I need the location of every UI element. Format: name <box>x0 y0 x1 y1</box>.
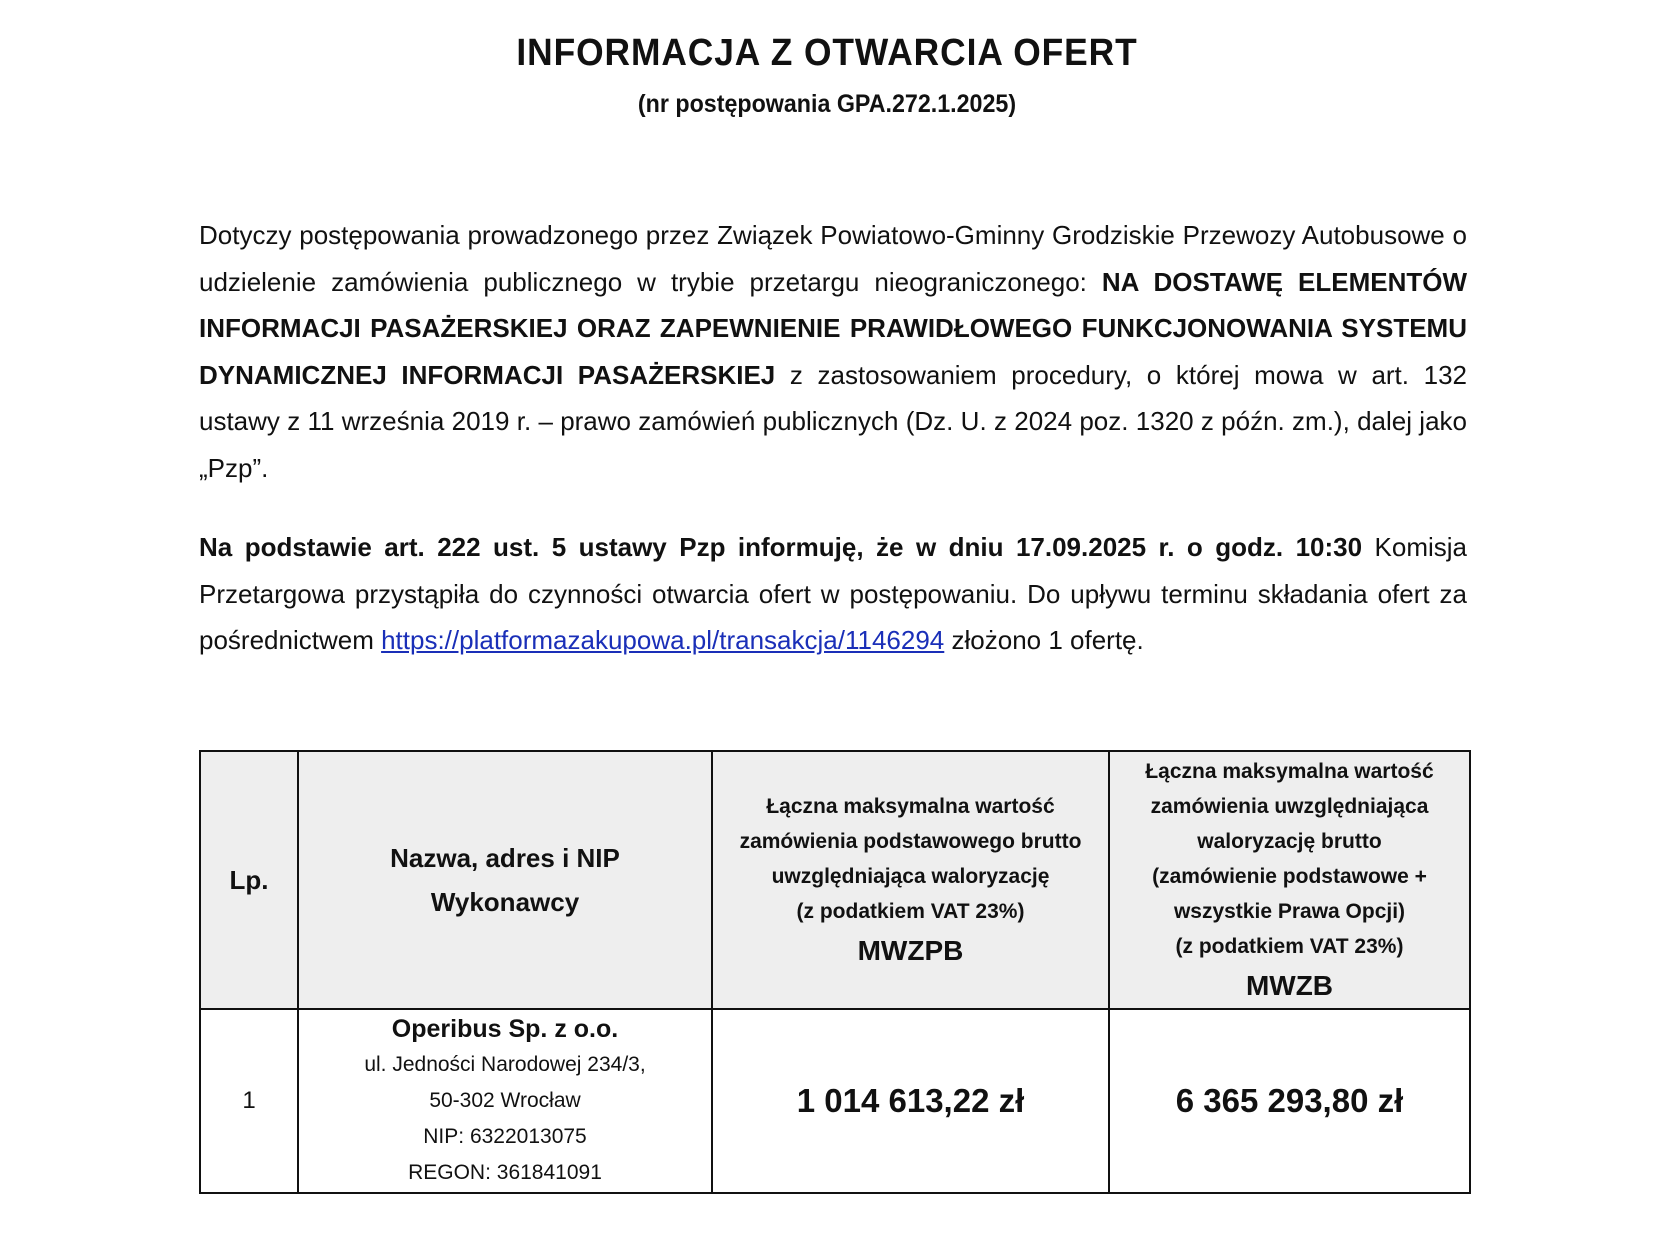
offers-count-text: złożono 1 ofertę. <box>944 625 1144 655</box>
document-title: INFORMACJA Z OTWARCIA OFERT <box>516 32 1138 74</box>
amount-mwzpb: 1 014 613,22 zł <box>796 1082 1025 1119</box>
intro-legal-basis: z zastosowaniem procedury, o której mowa w art. 132 ustawy z 11 września 2019 r. – prawo zamówień publicznych (Dz. U. z 2024 poz. 1320 z późn. zm.), dalej jako „Pzp”. <box>199 359 1467 483</box>
proceeding-number: (nr postępowania GPA.272.1.2025) <box>637 90 1017 118</box>
table-header-row <box>200 751 1470 1009</box>
amount-mwzb: 6 365 293,80 zł <box>1175 1082 1404 1119</box>
header-mwzpb-line: (z podatkiem VAT 23%) <box>796 900 1025 923</box>
contractor-name: Operibus Sp. z o.o. <box>391 1015 619 1043</box>
table-row <box>200 1009 1470 1193</box>
header-mwzpb <box>712 751 1109 1009</box>
header-mwzb-line: (z podatkiem VAT 23%) <box>1175 935 1404 958</box>
contractor-address-line2: 50-302 Wrocław <box>429 1089 581 1112</box>
header-mwzpb-line: Łączna maksymalna wartość <box>766 795 1055 818</box>
cell-lp: 1 <box>200 1009 298 1193</box>
header-mwzb-code: MWZB <box>1245 970 1334 1001</box>
cell-mwzpb <box>712 1009 1109 1193</box>
cell-mwzb <box>1109 1009 1470 1193</box>
header-mwzb-line: (zamówienie podstawowe + <box>1152 865 1427 888</box>
procurement-subject: NA DOSTAWĘ ELEMENTÓW INFORMACJI PASAŻERSKIEJ ORAZ ZAPEWNIENIE PRAWIDŁOWEGO FUNKCJONOWANIA SYSTEMU DYNAMICZNEJ INFORMACJI PASAŻERSKIEJ <box>199 266 1467 390</box>
contractor-nip: NIP: 6322013075 <box>423 1125 587 1148</box>
header-mwzpb-line: zamówienia podstawowego brutto <box>739 830 1082 853</box>
opening-paragraph <box>199 524 1467 664</box>
contractor-address-line1: ul. Jedności Narodowej 234/3, <box>364 1053 646 1076</box>
opening-text: Komisja Przetargowa przystąpiła do czynności otwarcia ofert w postępowaniu. Do upływu terminu składania ofert za pośrednictwem <box>199 532 1468 655</box>
opening-statement: Na podstawie art. 222 ust. 5 ustawy Pzp informuję, że w dniu 17.09.2025 r. o godz. 10:30 <box>199 532 1363 562</box>
cell-contractor <box>298 1009 712 1193</box>
header-contractor-line1: Nazwa, adres i NIP <box>390 843 620 873</box>
header-mwzb-line: wszystkie Prawa Opcji) <box>1173 900 1406 923</box>
contractor-regon: REGON: 361841091 <box>408 1161 602 1184</box>
header-lp-label: Lp. <box>229 864 269 895</box>
header-contractor <box>298 751 712 1009</box>
intro-text: Dotyczy postępowania prowadzonego przez Związek Powiatowo-Gminny Grodziskie Przewozy Autobusowe o udzielenie zamówienia publicznego w trybie przetargu nieograniczonego: <box>199 220 1467 297</box>
platform-link[interactable]: https://platformazakupowa.pl/transakcja/1146294 <box>381 625 945 655</box>
header-lp <box>200 751 298 1009</box>
header-contractor-line2: Wykonawcy <box>430 887 580 917</box>
header-mwzpb-code: MWZPB <box>857 935 964 966</box>
intro-paragraph <box>199 212 1467 491</box>
offers-table <box>199 750 1471 1194</box>
header-mwzb-line: waloryzację brutto <box>1197 830 1382 853</box>
header-mwzb <box>1109 751 1470 1009</box>
header-mwzb-line: Łączna maksymalna wartość <box>1145 760 1434 783</box>
header-mwzpb-line: uwzględniająca waloryzację <box>771 865 1050 888</box>
header-mwzb-line: zamówienia uwzględniająca <box>1150 795 1429 818</box>
